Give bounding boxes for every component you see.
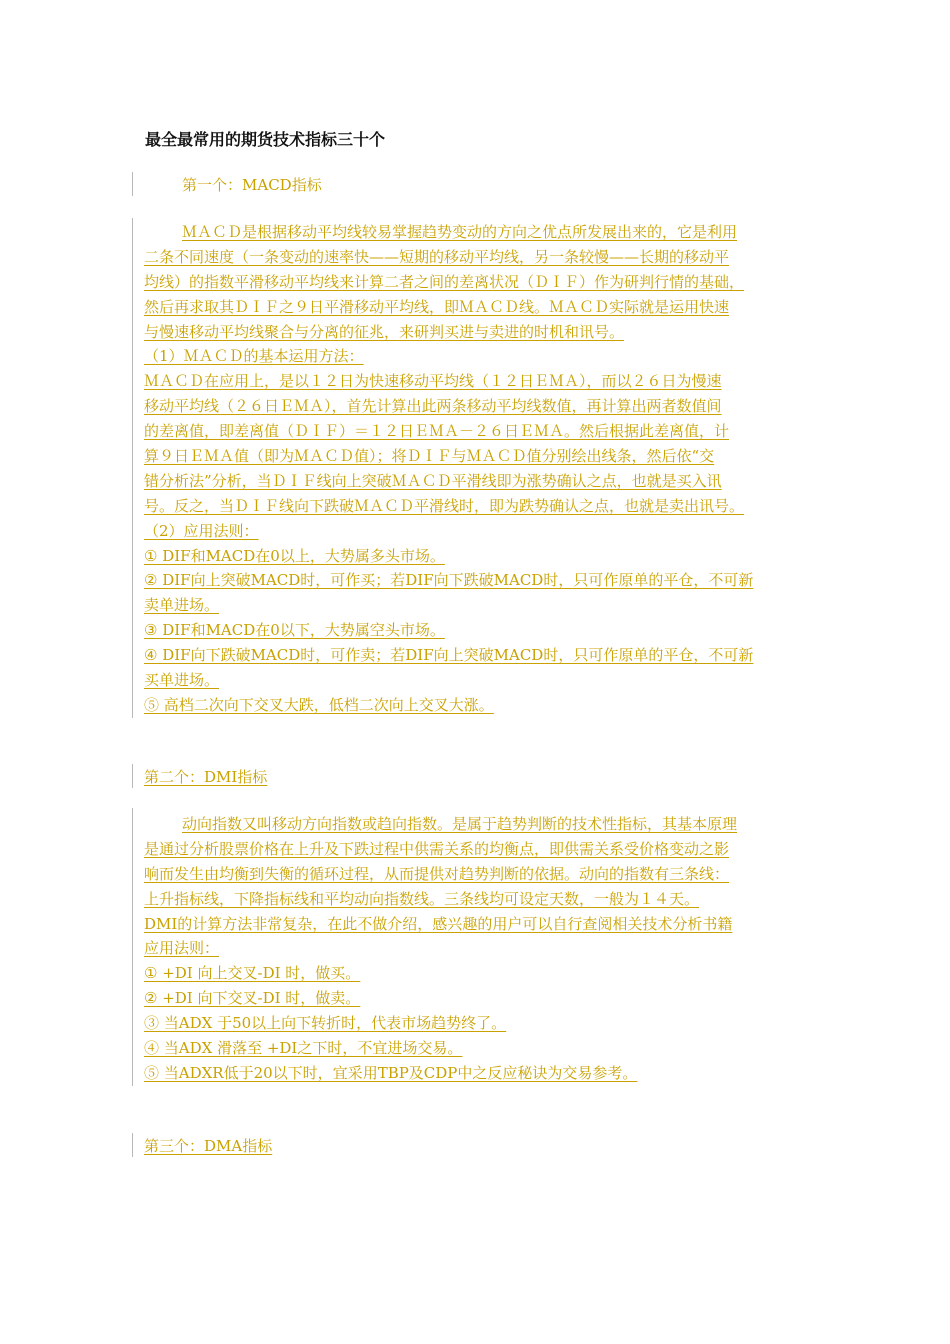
- section-heading-text: 第一个：MACD指标: [182, 176, 322, 194]
- body-line[interactable]: （2）应用法则：: [144, 521, 259, 540]
- section-heading-dma[interactable]: [144, 1135, 272, 1157]
- body-line[interactable]: 动向指数又叫移动方向指数或趋向指数。是属于趋势判断的技术性指标，其基本原理: [182, 815, 738, 833]
- document-title: 最全最常用的期货技术指标三十个: [145, 130, 386, 149]
- body-line[interactable]: ④ 当ADX 滑落至 +DI之下时，不宜进场交易。: [144, 1039, 463, 1058]
- body-line[interactable]: ⑤ 高档二次向下交叉大跌，低档二次向上交叉大涨。: [144, 695, 494, 714]
- body-line[interactable]: 均线）的指数平滑移动平均线来计算二者之间的差离状况（ＤＩＦ）作为研判行情的基础，: [144, 272, 745, 291]
- body-line[interactable]: 应用法则：: [144, 939, 220, 958]
- body-line[interactable]: DMI的计算方法非常复杂，在此不做介绍，感兴趣的用户可以自行查阅相关技术分析书籍: [144, 914, 733, 933]
- body-line[interactable]: 的差离值，即差离值（ＤＩＦ）＝１２日ＥＭＡ－２６日ＥＭＡ。然后根据此差离值，计: [144, 422, 730, 441]
- section-heading-bar: [132, 764, 133, 788]
- body-line[interactable]: 号。反之，当ＤＩＦ线向下跌破ＭＡＣＤ平滑线时，即为跌势确认之点，也就是卖出讯号。: [144, 496, 745, 515]
- body-line[interactable]: ⑤ 当ADXR低于20以下时，宜采用TBP及CDP中之反应秘诀为交易参考。: [144, 1063, 638, 1082]
- section-heading-bar: [132, 172, 133, 196]
- section-heading-text: 第三个：DMA指标: [144, 1137, 273, 1155]
- body-line[interactable]: 算９日ＥＭＡ值（即为ＭＡＣＤ值）；将ＤＩＦ与ＭＡＣＤ值分别绘出线条，然后依“交: [144, 447, 715, 466]
- section-body-bar: [132, 218, 133, 718]
- section-body-bar: [132, 808, 133, 1086]
- body-line[interactable]: ④ DIF向下跌破MACD时，可作卖；若DIF向上突破MACD时，只可作原单的平仓，不可新: [144, 646, 754, 665]
- body-line[interactable]: 二条不同速度（一条变动的速率快——短期的移动平均线，另一条较慢——长期的移动平: [144, 247, 730, 266]
- body-line[interactable]: ③ DIF和MACD在0以下，大势属空头市场。: [144, 621, 445, 640]
- section-heading-macd[interactable]: [182, 174, 322, 196]
- section-body-dmi: [144, 812, 814, 1086]
- body-line[interactable]: ② DIF向上突破MACD时，可作买；若DIF向下跌破MACD时，只可作原单的平仓，不可新: [144, 571, 754, 590]
- section-heading-dmi[interactable]: [144, 766, 267, 788]
- section-heading-text: 第二个：DMI指标: [144, 768, 268, 786]
- body-line[interactable]: 移动平均线（２６日ＥＭＡ），首先计算出此两条移动平均线数值，再计算出两者数值间: [144, 397, 722, 416]
- body-line[interactable]: ＭＡＣＤ在应用上，是以１２日为快速移动平均线（１２日ＥＭＡ），而以２６日为慢速: [144, 372, 722, 391]
- body-line[interactable]: 响而发生由均衡到失衡的循环过程，从而提供对趋势判断的依据。动向的指数有三条线：: [144, 864, 730, 883]
- body-line[interactable]: ＭＡＣＤ是根据移动平均线较易掌握趋势变动的方向之优点所发展出来的，它是利用: [182, 223, 738, 241]
- body-line[interactable]: 买单进场。: [144, 671, 220, 690]
- body-line[interactable]: ① DIF和MACD在0以上，大势属多头市场。: [144, 546, 445, 565]
- body-line[interactable]: 卖单进场。: [144, 596, 220, 615]
- section-heading-bar: [132, 1133, 133, 1157]
- body-line[interactable]: ① +DI 向上交叉-DI 时，做买。: [144, 964, 361, 983]
- body-line[interactable]: 错分析法”分析，当ＤＩＦ线向上突破ＭＡＣＤ平滑线即为涨势确认之点，也就是买入讯: [144, 471, 722, 490]
- body-line[interactable]: 是通过分析股票价格在上升及下跌过程中供需关系的均衡点，即供需关系受价格变动之影: [144, 839, 730, 858]
- section-body-macd: [144, 220, 814, 718]
- body-line[interactable]: 上升指标线，下降指标线和平均动向指数线。三条线均可设定天数，一般为１４天。: [144, 889, 700, 908]
- body-line[interactable]: ② +DI 向下交叉-DI 时，做卖。: [144, 989, 361, 1008]
- body-line[interactable]: 与慢速移动平均线聚合与分离的征兆，来研判买进与卖进的时机和讯号。: [144, 322, 625, 341]
- body-line[interactable]: （1）ＭＡＣＤ的基本运用方法：: [144, 347, 364, 366]
- body-line[interactable]: 然后再求取其ＤＩＦ之９日平滑移动平均线，即ＭＡＣＤ线。ＭＡＣＤ实际就是运用快速: [144, 297, 730, 316]
- body-line[interactable]: ③ 当ADX 于50以上向下转折时，代表市场趋势终了。: [144, 1014, 507, 1033]
